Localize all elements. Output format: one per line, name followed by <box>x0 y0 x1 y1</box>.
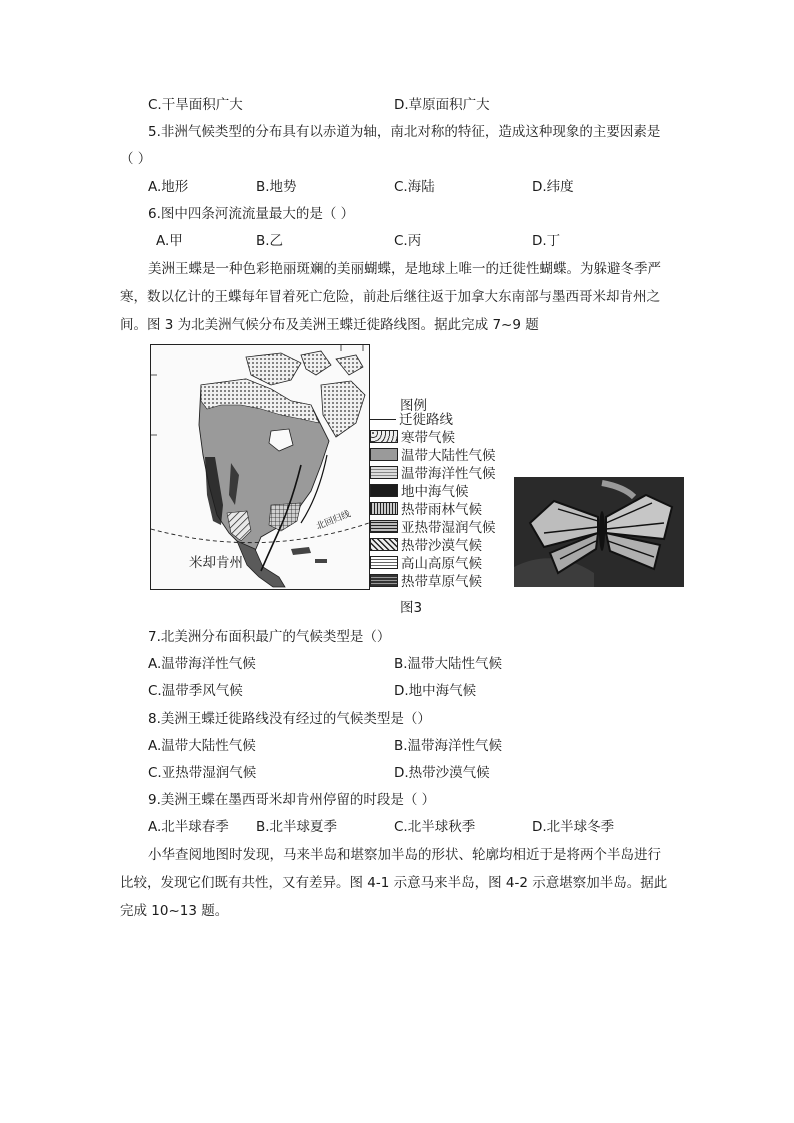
legend-item-temperate-oceanic: 温带海洋性气候 <box>370 466 496 483</box>
tropic-of-cancer-label: 北回归线 <box>315 509 353 533</box>
legend-item-subtropical-humid: 亚热带湿润气候 <box>370 520 496 537</box>
subtropical-humid-swatch <box>370 520 398 533</box>
q9-option-c: C.北半球秋季 <box>394 819 476 835</box>
legend-item-highland: 高山高原气候 <box>370 556 482 573</box>
temperate-continental-swatch <box>370 448 398 461</box>
q4-option-c: C.干旱面积广大 <box>148 97 243 113</box>
legend-item-temperate-continental: 温带大陆性气候 <box>370 448 496 465</box>
figure-3 <box>150 344 686 616</box>
q7-option-c: C.温带季风气候 <box>148 683 243 699</box>
monarch-butterfly-photo <box>514 477 684 587</box>
figure-caption: 图3 <box>400 600 423 616</box>
mediterranean-swatch <box>370 484 398 497</box>
legend-item-route: 迁徙路线 <box>370 412 453 429</box>
map-drawing <box>151 345 369 589</box>
q7-option-a: A.温带海洋性气候 <box>148 656 256 672</box>
q4-option-d: D.草原面积广大 <box>394 97 490 113</box>
north-america-climate-map <box>150 344 370 590</box>
q5-option-b: B.地势 <box>256 179 297 195</box>
q6-option-b: B.乙 <box>256 233 284 249</box>
tropical-desert-swatch <box>370 538 398 551</box>
q8-option-d: D.热带沙漠气候 <box>394 765 490 781</box>
q6-option-a: A.甲 <box>156 233 183 249</box>
q5-stem: 5.非洲气候类型的分布具有以赤道为轴，南北对称的特征，造成这种现象的主要因素是 <box>148 124 661 140</box>
tropical-rainforest-swatch <box>370 502 398 515</box>
q9-stem: 9.美洲王蝶在墨西哥米却肯州停留的时段是（ ） <box>148 792 436 808</box>
passage1-line1: 美洲王蝶是一种色彩艳丽斑斓的美丽蝴蝶，是地球上唯一的迁徙性蝴蝶。为躲避冬季严 <box>148 261 661 277</box>
q5-option-c: C.海陆 <box>394 179 435 195</box>
legend-item-tropical-rainforest: 热带雨林气候 <box>370 502 482 519</box>
q8-stem: 8.美洲王蝶迁徙路线没有经过的气候类型是（） <box>148 711 431 727</box>
q7-option-b: B.温带大陆性气候 <box>394 656 503 672</box>
q6-stem: 6.图中四条河流流量最大的是（ ） <box>148 206 355 222</box>
q8-option-a: A.温带大陆性气候 <box>148 738 256 754</box>
q9-option-b: B.北半球夏季 <box>256 819 338 835</box>
q8-option-b: B.温带海洋性气候 <box>394 738 503 754</box>
legend-item-mediterranean: 地中海气候 <box>370 484 469 501</box>
passage1-line3: 间。图 3 为北美洲气候分布及美洲王蝶迁徙路线图。据此完成 7~9 题 <box>120 317 539 333</box>
q5-stem-blank: （ ） <box>120 151 152 167</box>
q5-option-d: D.纬度 <box>532 179 574 195</box>
legend-item-tropical-desert: 热带沙漠气候 <box>370 538 482 555</box>
michoacan-label: 米却肯州 <box>189 555 243 571</box>
legend-item-cold: 寒带气候 <box>370 430 455 447</box>
cold-swatch <box>370 430 398 443</box>
q7-option-d: D.地中海气候 <box>394 683 477 699</box>
legend-item-tropical-savanna: 热带草原气候 <box>370 574 482 591</box>
passage2-line3: 完成 10~13 题。 <box>120 903 229 919</box>
q7-stem: 7.北美洲分布面积最广的气候类型是（） <box>148 629 391 645</box>
q9-option-a: A.北半球春季 <box>148 819 229 835</box>
q9-option-d: D.北半球冬季 <box>532 819 615 835</box>
legend-title: 图例 <box>400 398 427 414</box>
passage1-line2: 寒，数以亿计的王蝶每年冒着死亡危险，前赴后继往返于加拿大东南部与墨西哥米却肯州之 <box>120 289 660 305</box>
passage2-line1: 小华查阅地图时发现，马来半岛和堪察加半岛的形状、轮廓均相近于是将两个半岛进行 <box>148 847 661 863</box>
q5-option-a: A.地形 <box>148 179 189 195</box>
q6-option-c: C.丙 <box>394 233 422 249</box>
q6-option-d: D.丁 <box>532 233 561 249</box>
q8-option-c: C.亚热带湿润气候 <box>148 765 257 781</box>
highland-swatch <box>370 556 398 569</box>
butterfly-image <box>514 477 684 587</box>
temperate-oceanic-swatch <box>370 466 398 479</box>
route-line-swatch <box>370 419 396 420</box>
tropical-savanna-swatch <box>370 574 398 587</box>
passage2-line2: 比较，发现它们既有共性，又有差异。图 4-1 示意马来半岛，图 4-2 示意堪察加半岛。据此 <box>120 875 668 891</box>
